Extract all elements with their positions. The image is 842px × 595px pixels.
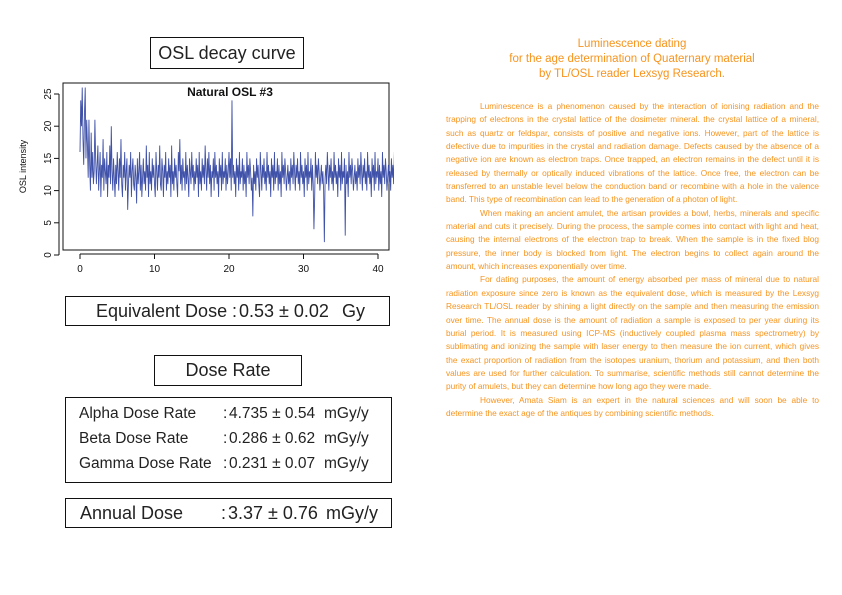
equivalent-dose-box (65, 296, 390, 326)
dose-rate-unit: mGy/y (324, 455, 369, 472)
article-heading (446, 37, 818, 82)
article-paragraph: However, Amata Siam is an expert in the natural sciences and will soon be able to determine the exact age of the antiques by combining scientific methods. (446, 394, 819, 418)
dose-rate-row-alpha (66, 402, 391, 426)
osl-decay-chart-svg (14, 78, 394, 296)
annual-dose-colon: : (221, 503, 227, 523)
dose-rate-label: Alpha Dose Rate (79, 405, 197, 422)
equivalent-dose-colon: : (232, 301, 238, 321)
article-heading-line: by TL/OSL reader Lexsyg Research. (538, 68, 725, 80)
annual-dose-box (65, 498, 392, 528)
dose-rate-value: 4.735 ± 0.54 (229, 405, 316, 422)
article-body (446, 100, 819, 420)
dose-rate-list (65, 397, 392, 483)
article-paragraph: When making an ancient amulet, the artisan provides a bowl, herbs, minerals and specific material and cuts it precisely. During the process, the sample comes into contact with light and heat, causing the internal electrons of the electron trap to break. When the sample is in the fixed blog pressure, the inner body is blocked from light. The electron begins to collect again around the amount, which increases exponentially over time. (446, 207, 819, 272)
dose-rate-value: 0.231 ± 0.07 (229, 455, 316, 472)
dose-rate-colon: : (223, 455, 228, 472)
equivalent-dose-unit: Gy (342, 301, 366, 321)
dose-rate-colon: : (223, 430, 228, 447)
dose-rate-title: Dose Rate (185, 360, 271, 380)
x-tick-label: 30 (297, 264, 310, 275)
x-tick-label: 40 (372, 264, 384, 275)
osl-curve-title: OSL decay curve (158, 43, 296, 63)
y-tick-label: 20 (43, 120, 54, 132)
dose-rate-value: 0.286 ± 0.62 (229, 430, 316, 447)
dose-rate-colon: : (223, 405, 228, 422)
dose-rate-label: Beta Dose Rate (79, 430, 189, 447)
x-tick-label: 0 (77, 264, 83, 275)
dose-rate-row-gamma (66, 452, 391, 476)
y-tick-label: 10 (43, 185, 54, 197)
article-heading-line: Luminescence dating (577, 38, 687, 50)
article-heading-line: for the age determination of Quaternary material (509, 53, 755, 65)
y-tick-label: 15 (43, 152, 54, 164)
equivalent-dose-label: Equivalent Dose (96, 301, 228, 321)
article-paragraph: For dating purposes, the amount of energy absorbed per mass of mineral due to natural radiation exposure since zero is known as the equivalent dose, which is measured by the Lexsyg Research TL/OSL reader by shining a light directly on the sample and then measuring the emission over time. The annual dose is the amount of radiation a sample is exposed to per year during its burial period. It is measured using ICP-MS (inductively coupled plasma mass spectrometry) by sublimating and ionizing the sample with laser energy to then measure the ion current, which gives the exact proportion of radiation from the isotopes uranium, thorium and potassium, and then both values are used for further calculation. To summarise, scientific methods still cannot determine the purity of amulets, but they can determine how long ago they were made. (446, 274, 819, 392)
chart-title: Natural OSL #3 (187, 85, 273, 99)
annual-dose-unit: mGy/y (326, 503, 378, 523)
x-tick-label: 10 (148, 264, 161, 275)
osl-curve-title-box (150, 37, 304, 69)
dose-rate-unit: mGy/y (324, 405, 369, 422)
annual-dose-value: 3.37 ± 0.76 (228, 503, 318, 523)
osl-decay-chart (14, 78, 394, 296)
dose-rate-label: Gamma Dose Rate (79, 455, 212, 472)
article-paragraph: Luminescence is a phenomenon caused by the interaction of ionising radiation and the trapping of electrons in the crystal lattice of the dosimeter mineral. the crystal lattice of a mineral, such as quartz or feldspar, consists of positive and negative ions. However, part of the lattice is defective due to impurities in the crystal and radiation damage. Defects caused by the absence of a negative ion are known as electron traps. Once trapped, an electron remains in the defect until it is released by thermally or optically induced vibrations of the lattice. Once free, the electron can be transferred to an unstable level below the conduction band or recombine with a hole in the valence band. This type of recombination can lead to the generation of a photon of light. (446, 101, 819, 205)
dose-rate-title-box (154, 355, 302, 386)
y-tick-label: 5 (43, 220, 54, 226)
equivalent-dose-value: 0.53 ± 0.02 (239, 301, 329, 321)
y-tick-label: 0 (43, 252, 54, 258)
dose-rate-unit: mGy/y (324, 430, 369, 447)
annual-dose-label: Annual Dose (80, 503, 184, 523)
osl-series-line (80, 88, 394, 243)
dose-rate-row-beta (66, 427, 391, 451)
y-tick-label: 25 (43, 88, 54, 100)
y-axis-label: OSL intensity (18, 139, 28, 194)
x-tick-label: 20 (223, 264, 235, 275)
